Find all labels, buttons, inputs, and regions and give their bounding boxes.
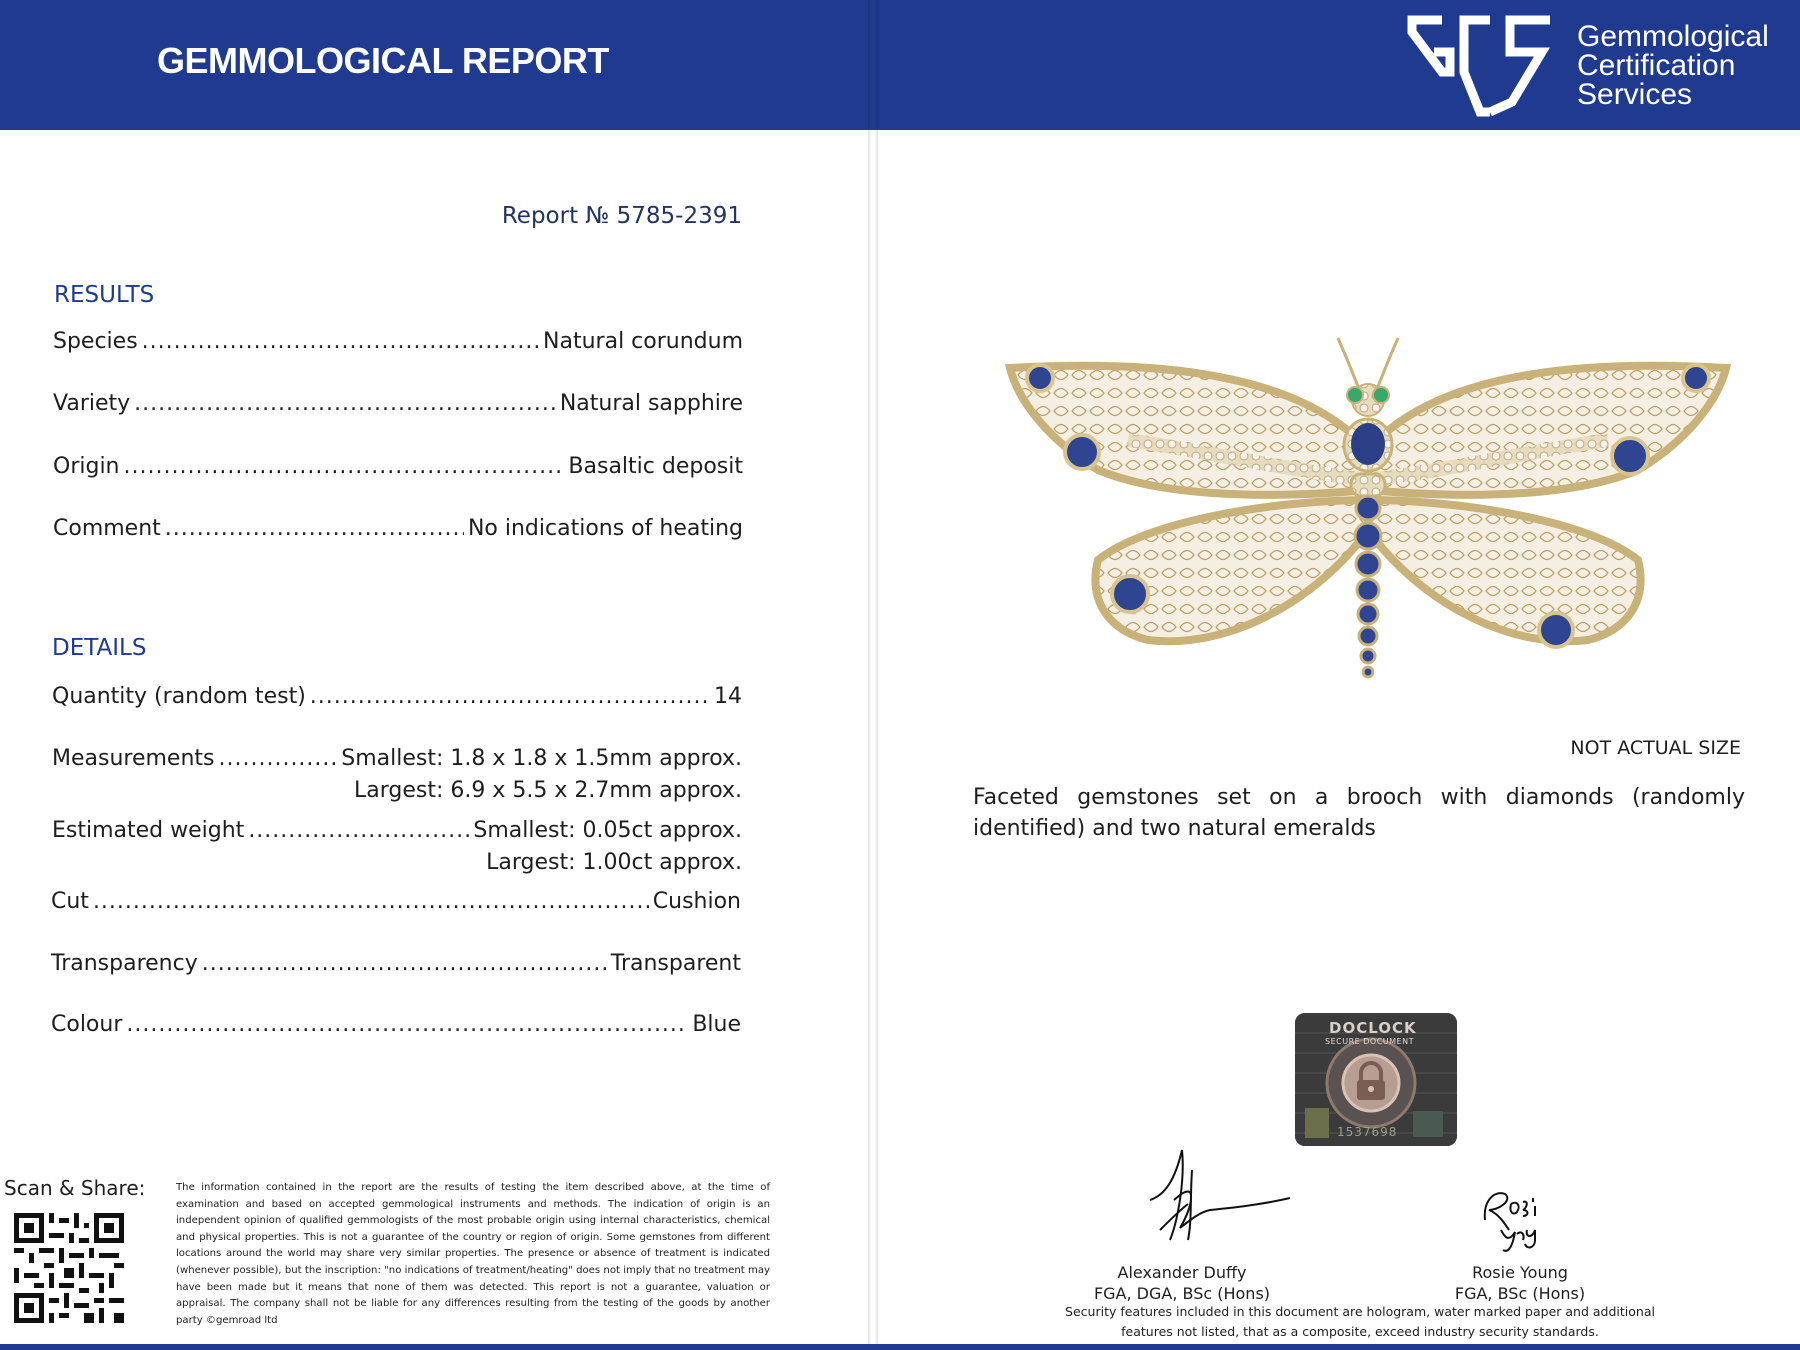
- logo-line-1: Gemmological: [1577, 20, 1769, 53]
- result-row-variety: [53, 391, 743, 416]
- detail-row-measurements: [52, 746, 742, 771]
- signer-name: Rosie Young: [1472, 1263, 1568, 1282]
- signer-name: Alexander Duffy: [1117, 1263, 1247, 1282]
- results-heading: RESULTS: [54, 282, 155, 308]
- result-row-comment: [53, 516, 743, 541]
- logo-line-2: Certification: [1577, 49, 1736, 82]
- row-label: Quantity (random test): [52, 684, 306, 709]
- row-value: Blue: [692, 1012, 741, 1037]
- detail-row-weight: [52, 818, 742, 843]
- row-value: 14: [714, 684, 742, 709]
- row-value: Transparent: [610, 951, 741, 976]
- row-value: Natural sapphire: [559, 391, 743, 416]
- qr-code-icon[interactable]: [14, 1213, 124, 1323]
- signer-alexander-duffy: [1082, 1262, 1282, 1304]
- details-heading: DETAILS: [52, 635, 147, 661]
- detail-row-transparency: [51, 951, 741, 976]
- row-value: Smallest: 1.8 x 1.8 x 1.5mm approx.: [341, 746, 742, 771]
- signer-credentials: FGA, DGA, BSc (Hons): [1093, 1284, 1271, 1303]
- logo-line-3: Services: [1577, 78, 1693, 111]
- detail-row-quantity: [52, 684, 742, 709]
- result-row-origin: [53, 454, 743, 479]
- butterfly-brooch-image: [998, 330, 1738, 700]
- report-title: GEMMOLOGICAL REPORT: [157, 40, 609, 81]
- row-label: Estimated weight: [52, 818, 245, 843]
- row-value: Natural corundum: [543, 329, 743, 354]
- scan-share-label: Scan & Share:: [4, 1176, 146, 1200]
- doclock-hologram-seal: [1295, 1013, 1457, 1146]
- security-features-note: Security features included in this document are hologram, water marked paper and additional features not listed, that as a composite, exceed industry security standards.: [1065, 1304, 1655, 1339]
- row-label: Cut: [51, 889, 89, 914]
- row-label: Comment: [53, 516, 161, 541]
- seal-brand: DOCLOCK: [1329, 1019, 1417, 1037]
- item-description: Faceted gemstones set on a brooch with diamonds (randomly identified) and two natural emeralds: [973, 785, 1745, 841]
- row-value: No indications of heating: [467, 516, 743, 541]
- row-label: Variety: [53, 391, 131, 416]
- report-number: Report № 5785-2391: [501, 203, 742, 229]
- detail-row-colour: [51, 1012, 741, 1037]
- signer-rosie-young: [1420, 1262, 1620, 1304]
- row-label: Measurements: [52, 746, 215, 771]
- row-label: Species: [53, 329, 138, 354]
- page-fold: [868, 0, 878, 1350]
- row-value: Smallest: 0.05ct approx.: [473, 818, 742, 843]
- row-value: Cushion: [652, 889, 741, 914]
- weight-largest: Largest: 1.00ct approx.: [486, 850, 742, 875]
- seal-label: SECURE DOCUMENT: [1325, 1037, 1414, 1046]
- logo-text: [1577, 22, 1769, 109]
- gcs-logo-icon: [1402, 12, 1562, 122]
- result-row-species: [53, 329, 743, 354]
- row-label: Colour: [51, 1012, 123, 1037]
- row-label: Origin: [53, 454, 120, 479]
- measurements-largest: Largest: 6.9 x 5.5 x 2.7mm approx.: [354, 778, 742, 803]
- signature-rosie-young-icon: [1475, 1180, 1565, 1255]
- signer-credentials: FGA, BSc (Hons): [1454, 1284, 1586, 1303]
- row-value: Basaltic deposit: [568, 454, 743, 479]
- not-actual-size-note: NOT ACTUAL SIZE: [1570, 737, 1741, 759]
- bottom-strip: [0, 1344, 1800, 1350]
- detail-row-cut: [51, 889, 741, 914]
- disclaimer-text: The information contained in the report are the results of testing the item described above, at the time of examination and based on accepted gemmological instruments and methods. The indication of origin is an independent opinion of qualified gemmologists of the most probable origin using internal characteristics, chemical and physical properties. This is not a guarantee of the country or region of origin. Some gemstones from different locations around the world may share very similar properties. The presence or absence of treatment is indicated (whenever possible), but the inscription: "no indications of treatment/heating" does not imply that no treatment may have been made but it means that none of them was detected. This report is not a guarantee, valuation or appraisal. The company shall not be liable for any differences resulting from the testing of the goods by another party ©gemroad ltd: [176, 1182, 770, 1326]
- row-label: Transparency: [51, 951, 198, 976]
- seal-serial: 1537698: [1337, 1125, 1398, 1139]
- signature-alexander-duffy-icon: [1130, 1140, 1300, 1250]
